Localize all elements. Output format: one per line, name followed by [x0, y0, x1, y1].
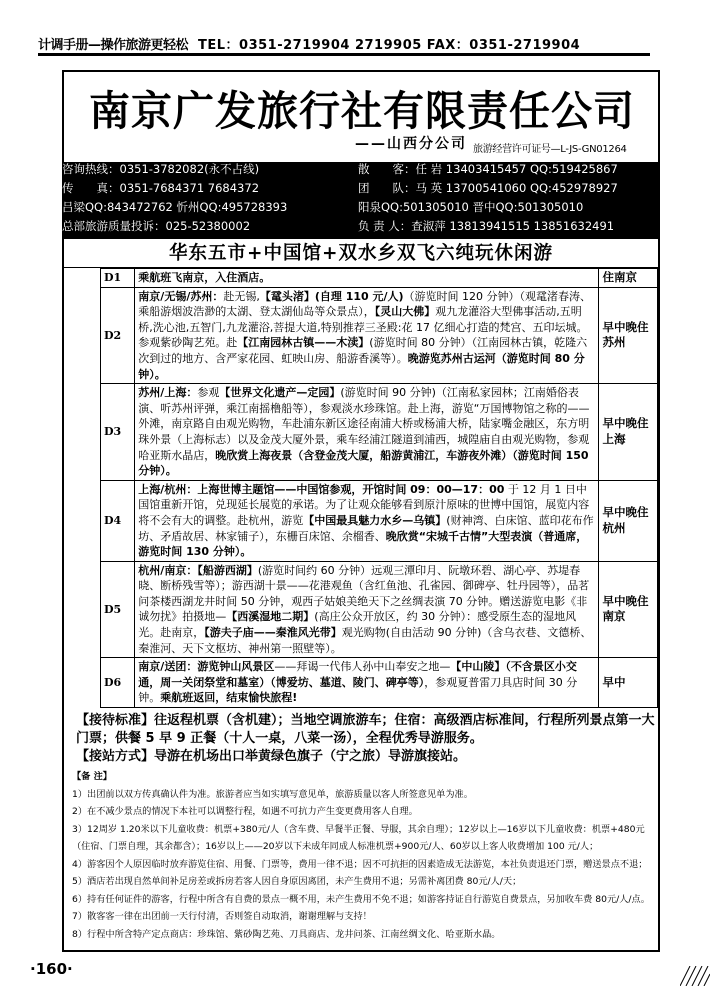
contact-left-line: 传 真：0351-7684371 7684372: [62, 181, 260, 195]
contact-left-line: 总部旅游质量投诉：025-52380002: [62, 219, 251, 233]
day-label: D4: [101, 480, 135, 561]
page-number: ·160·: [30, 960, 73, 978]
pickup-method: 【接站方式】导游在机场出口举黄绿色旗子（宁之旅）导游旗接站。: [76, 749, 467, 764]
note-item: 2）在不减少景点的情况下本社可以调整行程，如遇不可抗力产生变更费用客人自理。: [72, 806, 418, 817]
top-bar: [38, 34, 650, 56]
day-description: 苏州/上海：参观【世界文化遗产—定园】(游览时间 90 分钟)（江南私家园林；江南婚俗表演、听苏州评弹，乘江南摇橹船等），参观淡水珍珠馆。赴上海，游览“万国博物馆之称的——外滩，南京路自由观光购物，车赴浦东新区途径南浦大桥或杨浦大桥，陆家嘴金融区，东方明珠外景（上海标志）以及金茂大厦外景，乘车经浦江隧道到浦西，城隍庙自由观光购物，参观哈亚斯水晶店，晚欣赏上海夜景（含登金茂大厦，船游黄浦江，车游夜外滩）（游览时间 150 分钟）。: [135, 384, 599, 481]
notes-header: 【备 注】: [72, 771, 112, 782]
header-phones: TEL：0351-2719904 2719905 FAX：0351-2719904: [198, 38, 581, 53]
day-description: 杭州/南京：【船游西湖】(游览时间约 60 分钟）远观三潭印月、阮墩环碧、湖心亭、苏堤春晓、断桥残雪等）；游西湖十景——花港观鱼（含红鱼池、孔雀园、御碑亭、牡丹园等），品茗问茶楼西湖龙井时间 50 分钟，观西子姑娘美绝天下之丝绸表演 70 分钟。赠送游览电影《非诚勿扰》拍摄地—【西溪湿地二期】(高庄公众开放区，约 30 分钟）：感受原生态的湿地风光。赴南京，【游夫子庙——秦淮风光带】观光购物(自由活动 90 分钟)（含乌衣巷、文德桥、秦淮河、天下文枢坊、神州第一照壁等）。: [135, 561, 599, 658]
day-label: D2: [101, 287, 135, 384]
meal-lodging: 早中: [599, 658, 658, 708]
meal-lodging: 住南京: [599, 269, 658, 288]
reception-standard: 【接待标准】往返程机票（含机建）；当地空调旅游车；住宿：高级酒店标准间，行程所列景点第一大门票；供餐 5 早 9 正餐（十人一桌，八菜一汤），全程优秀导游服务。: [76, 713, 655, 746]
itinerary-row: [101, 561, 658, 658]
note-item: 7）散客客一律在出团前一天行付清，否则签自动取消，谢谢理解与支持！: [72, 911, 372, 922]
day-label: D1: [101, 269, 135, 288]
day-label: D6: [101, 658, 135, 708]
day-label: D5: [101, 561, 135, 658]
company-name: 南京广发旅行社有限责任公司: [89, 87, 635, 135]
route-title: 华东五市+中国馆+双水乡双飞六纯玩休闲游: [62, 240, 660, 268]
day-description: 乘航班飞南京，入住酒店。: [135, 269, 599, 288]
meal-lodging: 早中晚住上海: [599, 384, 658, 481]
meal-lodging: 早中晚住苏州: [599, 287, 658, 384]
note-item: 4）游客因个人原因临时放弃游览住宿、用餐、门票等，费用一律不退；因不可抗拒的因素造成无法游览，本社负责退还门票，赠送景点不退；: [72, 858, 648, 870]
itinerary-table: [100, 268, 658, 708]
itinerary-row: [101, 658, 658, 708]
day-description: 上海/杭州：上海世博主题馆——中国馆参观，开馆时间 09：00—17：00 于 12 月 1 日中国馆重新开馆，兑现延长展览的承诺。为了让观众能够看到原汁原味的世博中国馆，展览内容将不会有大的调整。赴杭州，游览【中国最具魅力水乡—乌镇】(财神湾、白床馆、蓝印花布作坊、矛盾故居、林家铺子），东栅百床馆、余榴香、晚欣赏“宋城千古情”大型表演（普通席，游览时间 130 分钟）。: [135, 480, 599, 561]
notes-block: [64, 768, 658, 943]
note-item: 6）持有任何证件的游客，行程中所含有自费的景点一概不用，未产生费用不免不退；如游客持证自行游览自费景点，另加收车费 80元/人/点。: [72, 893, 650, 905]
itinerary-row: [101, 384, 658, 481]
header-slogan: 计调手册—操作旅游更轻松: [38, 38, 189, 53]
contact-block: [62, 162, 660, 239]
itinerary-row: [101, 480, 658, 561]
contact-right-line: 团 队：马 英 13700541060 QQ:452978927: [358, 181, 618, 195]
contact-right-line: 负 责 人：查淑萍 13813941515 13851632491: [358, 219, 615, 233]
contact-left-line: 吕梁QQ:843472762 忻州QQ:495728393: [62, 200, 288, 214]
note-item: 5）酒店若出现自然单间补足房差或拆房若客人因自身原因离团，未产生费用不退；另需补离团费 80元/人/天；: [72, 876, 522, 887]
note-item: 3）12周岁 1.20米以下儿童收费：机票+380元/人（含车费、早餐半正餐、导服，其余自理）；12岁以上—16岁以下儿童收费：机票+480元（住宿、门票自理，其余都含）；16岁以上——20岁以下未成年同成人标准机票+900元/人、60岁以上客人收费增加 100 元/人；: [72, 823, 645, 852]
day-description: 南京/无锡/苏州：赴无锡,【鼋头渚】(自理 110 元/人)（游览时间 120 分钟）（观鼋渚春涛、乘船游烟波浩渺的太湖、登太湖仙岛等众景点），【灵山大佛】观九龙灌浴大型佛事活动,五明桥,洗心池,五智门,九龙灌浴,菩提大道,特别推荐三圣殿:花 17 亿细心打造的梵宫、五印坛城。参观紫砂陶艺苑。赴【江南园林古镇——木渎】(游览时间 80 分钟）（江南园林古镇，乾隆六次到过的地方、含严家花园、虹映山房、船游香溪等）。晚游览苏州古运河（游览时间 80 分钟）。: [135, 287, 599, 384]
note-item: 8）行程中所含特产定点商店：珍珠馆、紫砂陶艺苑、刀具商店、龙井问茶、江南丝绸文化、哈亚斯水晶。: [72, 928, 501, 940]
itinerary-row: [101, 269, 658, 288]
contact-right-line: 阳泉QQ:501305010 晋中QQ:501305010: [358, 200, 584, 214]
company-branch: ——山西分公司: [355, 136, 467, 152]
meal-lodging: 早中晚住南京: [599, 561, 658, 658]
day-description: 南京/送团：游览钟山风景区——拜谒一代伟人孙中山奉安之地—【中山陵】（不含景区小交通，周一关闭祭堂和墓室）（博爱坊、墓道、陵门、碑亭等），参观夏普雷刀具店时间 30 分钟。乘航班返回，结束愉快旅程!: [135, 658, 599, 708]
day-label: D3: [101, 384, 135, 481]
note-item: 1）出团前以双方传真确认件为准。旅游者应当如实填写意见单，旅游质量以客人所签意见单为准。: [72, 788, 473, 800]
contact-left-line: 咨询热线：0351-3782082(永不占线): [62, 162, 260, 176]
contact-right-line: 散 客：任 岩 13403415457 QQ:519425867: [358, 162, 618, 176]
meal-lodging: 早中晚住杭州: [599, 480, 658, 561]
service-standards: [64, 712, 658, 766]
itinerary-row: [101, 287, 658, 384]
license-number: 旅游经营许可证号—L-JS-GN01264: [473, 144, 627, 155]
corner-hatch-decoration: [680, 966, 710, 986]
